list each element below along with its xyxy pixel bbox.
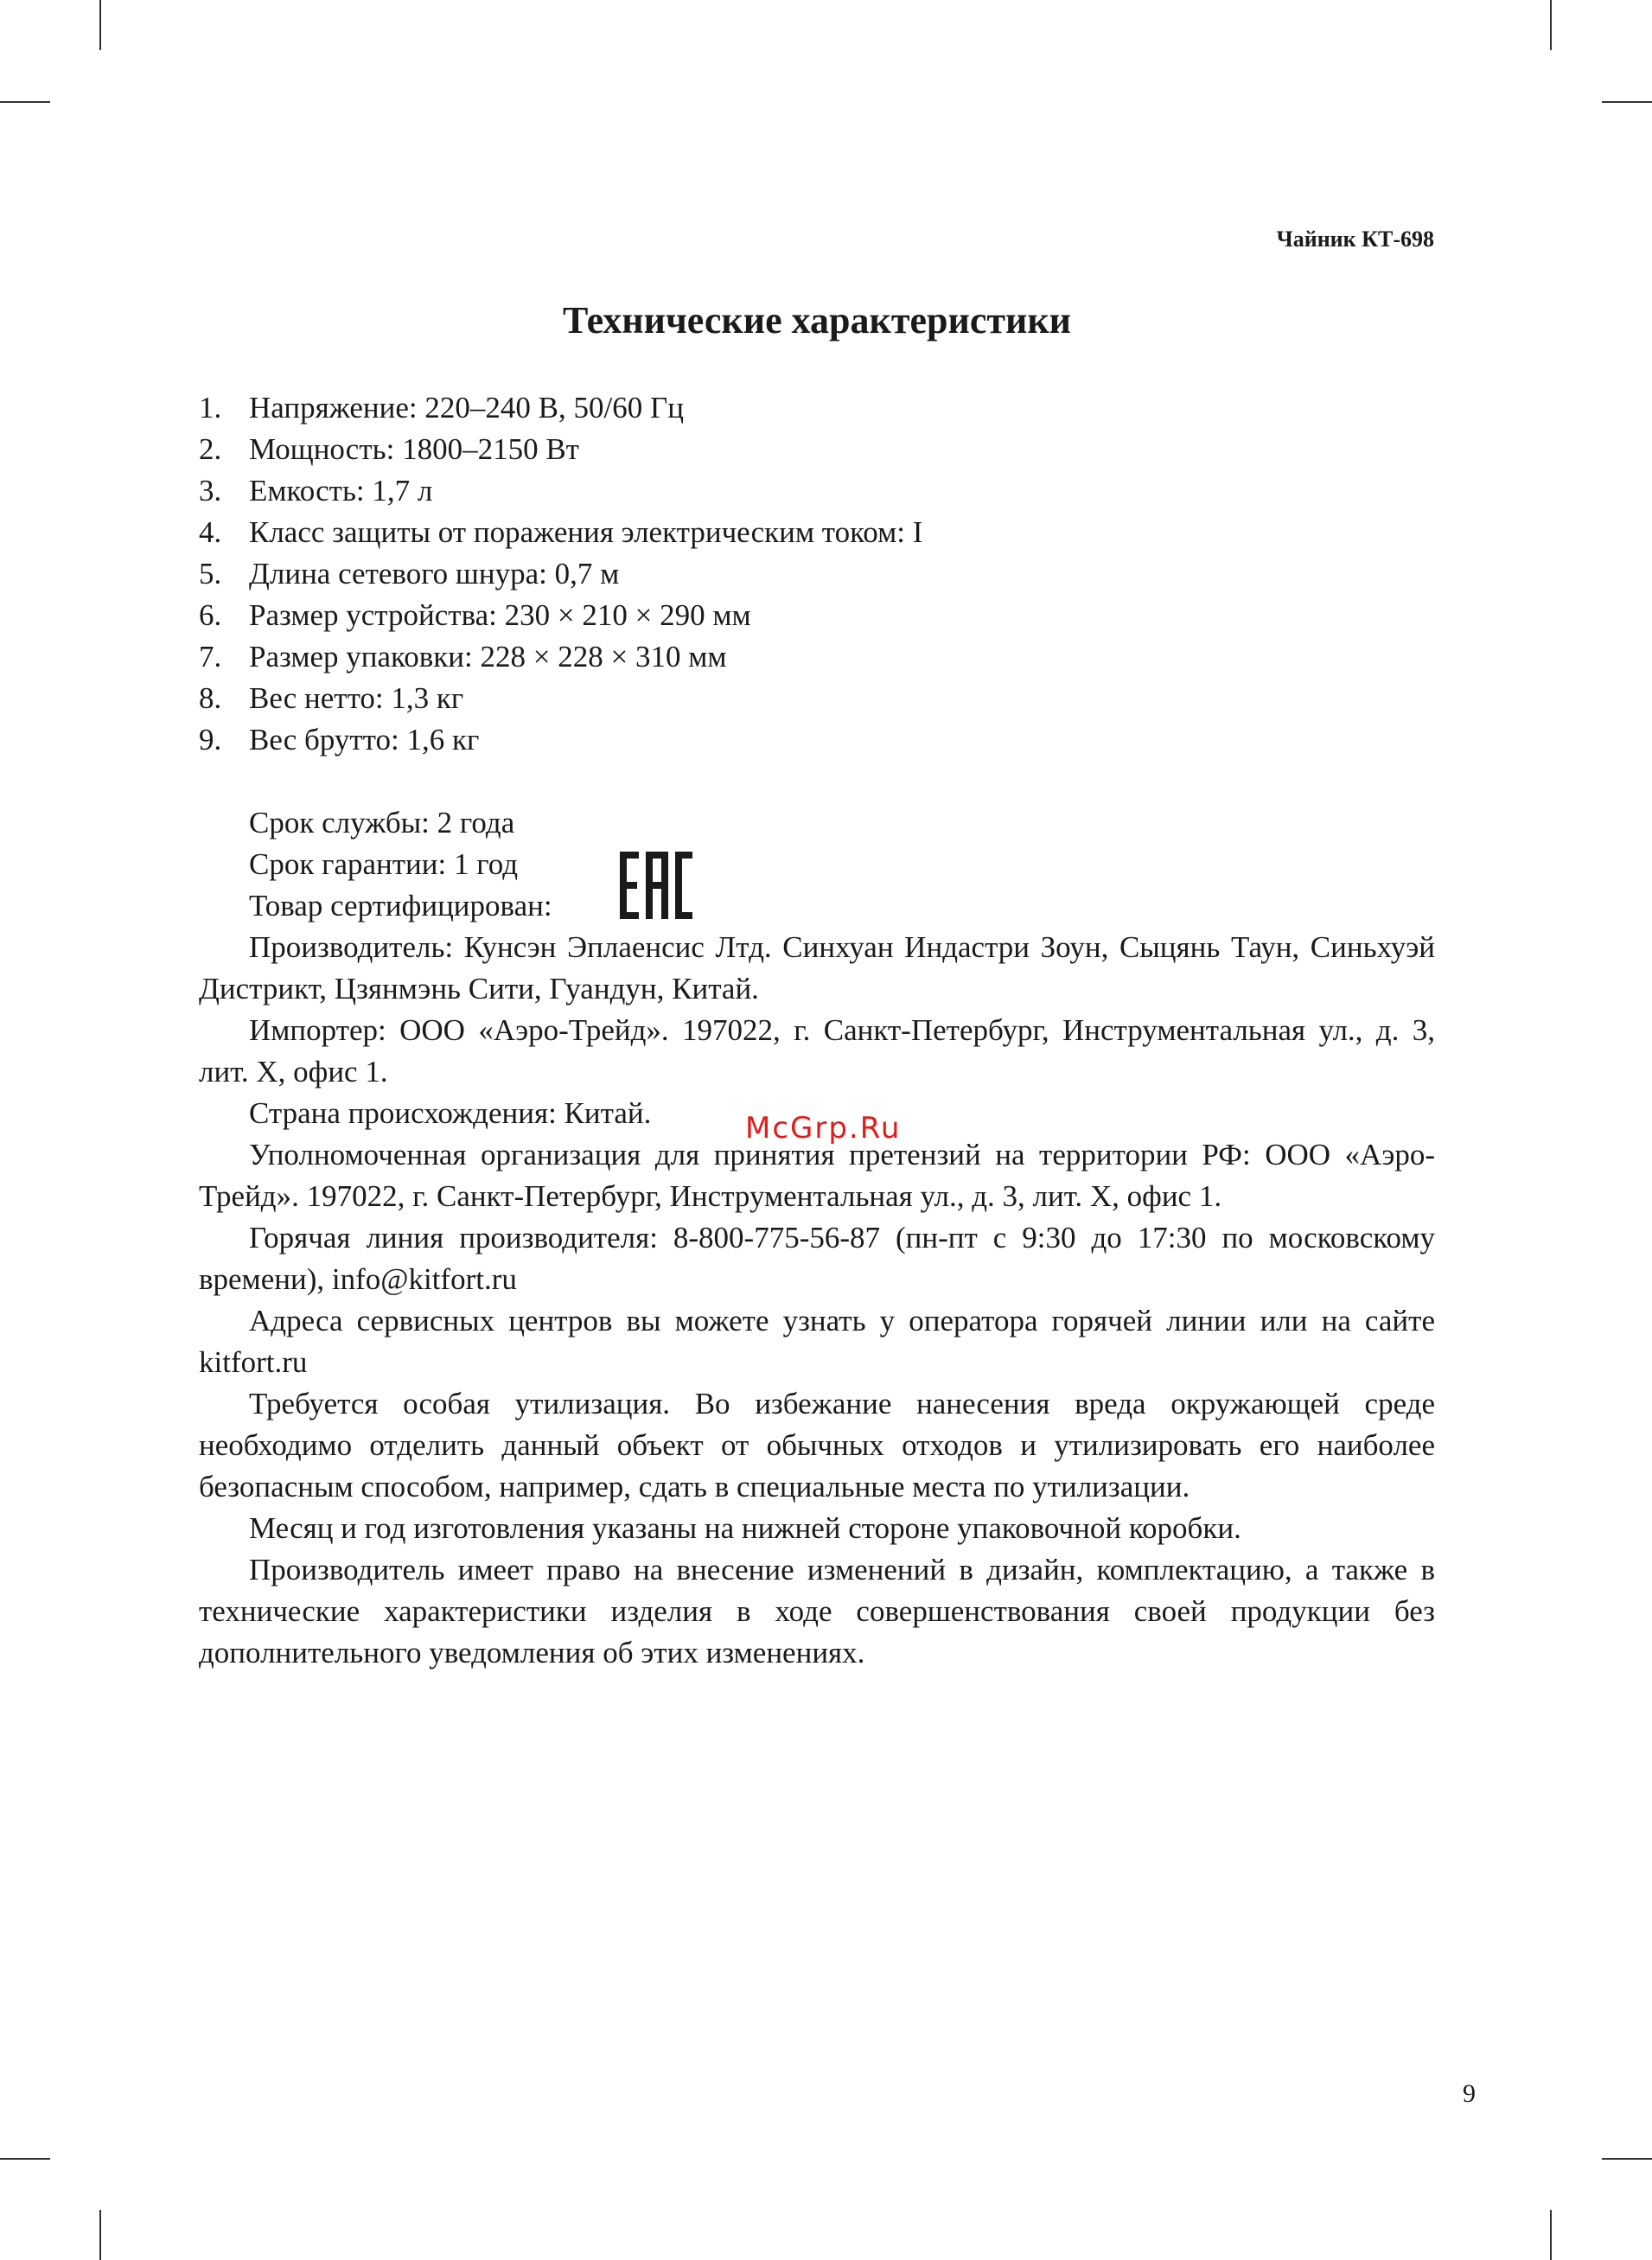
importer: Импортер: ООО «Аэро-Трейд». 197022, г. Санкт-Петербург, Инструментальная ул., д. 3, лит. Х, офис 1. xyxy=(199,1013,1435,1089)
running-header: Чайник КТ-698 xyxy=(1276,227,1434,252)
hotline: Горячая линия производителя: 8-800-775-56-87 (пн-пт с 9:30 до 17:30 по московскому времени), info@kitfort.ru xyxy=(199,1221,1435,1296)
disposal-notice: Требуется особая утилизация. Во избежание нанесения вреда окружающей среде необходимо отделить данный объект от обычных отходов и утилизировать его наиболее безопасным способом, например, сдать в специальные места по утилизации. xyxy=(199,1387,1435,1503)
crop-mark xyxy=(1602,2158,1652,2160)
service-centers: Адреса сервисных центров вы можете узнать у оператора горячей линии или на сайте kitfort.ru xyxy=(199,1304,1435,1379)
crop-mark xyxy=(1550,0,1552,50)
spec-item: 7. Размер упаковки: 228 × 228 × 310 мм xyxy=(199,640,727,674)
spec-item: 2. Мощность: 1800–2150 Вт xyxy=(199,432,579,466)
authorized-organization: Уполномоченная организация для принятия претензий на территории РФ: ООО «Аэро-Трейд». 197022, г. Санкт-Петербург, Инструментальная ул., д. 3, лит. Х, офис 1. xyxy=(199,1138,1435,1213)
country-of-origin: Страна происхождения: Китай. xyxy=(249,1096,652,1130)
crop-mark xyxy=(99,0,101,50)
watermark: McGrp.Ru xyxy=(745,1111,902,1146)
spec-item: 4. Класс защиты от поражения электрическим током: I xyxy=(199,515,923,549)
crop-mark xyxy=(0,101,50,103)
spec-item: 9. Вес брутто: 1,6 кг xyxy=(199,723,480,757)
manufacture-date: Месяц и год изготовления указаны на нижней стороне упаковочной коробки. xyxy=(249,1511,1241,1545)
crop-mark xyxy=(1602,101,1652,103)
crop-mark xyxy=(0,2158,50,2160)
manufacturer: Производитель: Кунсэн Эплаенсис Лтд. Синхуан Индастри Зоун, Сыцянь Таун, Синьхуэй Дистрикт, Цзянмэнь Сити, Гуандун, Китай. xyxy=(199,930,1435,1006)
service-life: Срок службы: 2 года xyxy=(249,806,515,840)
spec-item: 5. Длина сетевого шнура: 0,7 м xyxy=(199,557,620,591)
document-body xyxy=(199,387,1435,1674)
eac-mark-icon xyxy=(620,852,692,919)
page-number: 9 xyxy=(1463,2079,1476,2108)
changes-notice: Производитель имеет право на внесение изменений в дизайн, комплектацию, а также в технические характеристики изделия в ходе совершенствования своей продукции без дополнительного уведомления об этих изменениях. xyxy=(199,1553,1435,1669)
spec-item: 8. Вес нетто: 1,3 кг xyxy=(199,681,464,715)
certified-label: Товар сертифицирован: xyxy=(249,889,552,923)
spec-item: 3. Емкость: 1,7 л xyxy=(199,474,433,508)
spec-list xyxy=(199,387,1435,761)
spec-item: 1. Напряжение: 220–240 В, 50/60 Гц xyxy=(199,391,684,425)
page-title: Технические характеристики xyxy=(562,299,1072,342)
crop-mark xyxy=(99,2210,101,2260)
info-section xyxy=(199,802,1435,1674)
crop-mark xyxy=(1550,2210,1552,2260)
spec-item: 6. Размер устройства: 230 × 210 × 290 мм xyxy=(199,598,751,632)
warranty: Срок гарантии: 1 год xyxy=(249,847,519,881)
